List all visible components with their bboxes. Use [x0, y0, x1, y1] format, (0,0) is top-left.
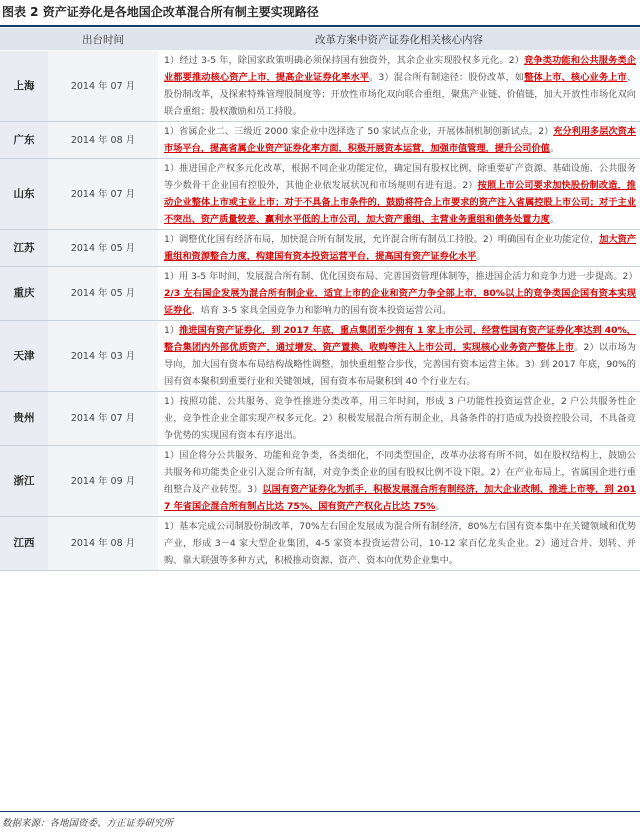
table-row: [0, 51, 640, 122]
source-note: 数据来源：各地国资委、方正证券研究所: [2, 818, 174, 829]
content-text: 。: [549, 143, 560, 154]
table-row: [0, 159, 640, 230]
content-cell: [158, 122, 640, 159]
content-cell: [158, 230, 640, 267]
province-cell: 重庆: [0, 267, 48, 321]
content-text: 。: [435, 501, 445, 512]
province-cell: 广东: [0, 122, 48, 159]
table-body: [0, 51, 640, 571]
content-text: 1）国企将分公共服务、功能和竞争类，各类细化，不同类型国企，改革办法将有所不同，如在股权结构上，鼓励公共服务和功能类企业引入混合所有制，对竞争类企业的国有股权比例不设下限。2）在产业布局上，省属国企进行重组整合及产业转型。3）: [164, 450, 636, 495]
date-cell: 2014 年 07 月: [48, 51, 158, 122]
table-row: [0, 122, 640, 159]
content-text: 、股份制改革，及探索特殊管理股制度等；开放性市场化双向联合重组，聚焦产业链、价值链，加大开放性市场化双向联合重组；股权激励和员工持股。: [164, 72, 637, 117]
highlighted-text: 2/3 左右国企发展为混合所有制企业，适宜上市的企业和资产力争全部上市，80%以上的竞争类国企国有资本实现证券化: [164, 288, 636, 316]
province-cell: 江苏: [0, 230, 48, 267]
content-text: 。3）混合所有制途径：股份改革，如: [369, 72, 525, 83]
date-cell: 2014 年 07 月: [48, 392, 158, 446]
date-cell: 2014 年 08 月: [48, 122, 158, 159]
highlighted-text: 充分利用多层次资本市场平台，提高省属企业资产证券化率方面，积极开展资本运营，加强市值管理，提升公司价值: [164, 126, 637, 154]
province-cell: 山东: [0, 159, 48, 230]
province-cell: 浙江: [0, 446, 48, 517]
table-row: [0, 321, 640, 392]
province-cell: 天津: [0, 321, 48, 392]
highlighted-text: 推进国有资产证券化，到 2017 年底，重点集团至少拥有 1 家上市公司，经营性国有资产证券化率达到 40%，整合集团内外部优质资产，通过增发、资产置换、收购等注入上市公司，实现核心业务资产整体上市: [164, 325, 636, 353]
table-row: [0, 446, 640, 517]
highlighted-text: 以国有资产证券化为抓手，积极发展混合所有制经济，加大企业改制、推进上市等，到 2017 年省国企混合所有制占比达 75%、国有资产产权化占比达 75%: [164, 484, 637, 512]
content-text: 1）省属企业二、三级近 2000 家企业中选择选了 50 家试点企业，开展体制机制创新试点。2）: [164, 126, 554, 137]
content-text: 。: [549, 214, 560, 225]
bottom-rule: [0, 811, 640, 812]
content-text: 。2）以市场为导向，加大国有资本布局结构战略性调整，加快重组整合步伐，完善国有资本运营主体。3）到 2017 年底，90%的国有资本聚积到重要行业和关键领域，国有资本布局聚积到 40 个行业左右。: [164, 342, 636, 387]
highlighted-text: 按照上市公司要求加快股份制改造，推动企业整体上市或主业上市；对于不具备上市条件的，鼓励将符合上市要求的资产注入省属控股上市公司；对于主业不突出、资产质量较差、赢利水平低的上市公司，加大资产重组、主营业务重组和债务处置力度: [164, 180, 636, 225]
table-row: [0, 392, 640, 446]
header-content: 改革方案中资产证券化相关核心内容: [158, 28, 640, 51]
content-text: 1）基本完成公司制股份制改革，70%左右国企发展成为混合所有制经济，80%左右国有资本集中在关键领域和优势产业，形成 3－4 家大型企业集团，4-5 家资本投资运营公司，10-12 家百亿龙头企业。2）通过合并、划转、并购、靠大联强等多种方式，积极推动资源、资产、资本向优势企业集中。: [164, 521, 636, 566]
date-cell: 2014 年 08 月: [48, 517, 158, 571]
province-cell: 上海: [0, 51, 48, 122]
content-cell: [158, 392, 640, 446]
content-text: 1）调整优化国有经济布局，加快混合所有制发展，允许混合所有制员工持股。2）明确国有企业功能定位，: [164, 234, 600, 245]
content-cell: [158, 446, 640, 517]
table-row: [0, 267, 640, 321]
content-text: 1）: [164, 325, 180, 336]
content-text: 。: [476, 251, 486, 262]
highlighted-text: 加大资产重组和资源整合力度，构建国有资本投资运营平台，提高国有资产证券化水平: [164, 234, 636, 262]
content-text: ，培育 3-5 家具全国竞争力和影响力的国有资本投资运营公司。: [191, 305, 452, 316]
date-cell: 2014 年 09 月: [48, 446, 158, 517]
province-cell: 贵州: [0, 392, 48, 446]
date-cell: 2014 年 05 月: [48, 267, 158, 321]
content-cell: [158, 51, 640, 122]
content-text: 1）用 3-5 年时间，发展混合所有制、优化国资布局、完善国资管理体制等，推进国企活力和竞争力进一步提高。2）: [164, 271, 638, 282]
highlighted-text: 竞争类功能和公共服务类企业都要推动核心资产上市，提高企业证券化率水平: [164, 55, 636, 83]
figure-title: 图表 2 资产证券化是各地国企改革混合所有制主要实现路径: [2, 5, 319, 19]
content-cell: [158, 321, 640, 392]
title-rule: [0, 25, 640, 27]
province-cell: 江西: [0, 517, 48, 571]
header-date: 出台时间: [48, 28, 158, 51]
table-row: [0, 230, 640, 267]
reform-table: [0, 28, 640, 571]
date-cell: 2014 年 05 月: [48, 230, 158, 267]
table-header-row: [0, 28, 640, 51]
content-text: 1）经过 3-5 年，除国家政策明确必须保持国有独资外，其余企业实现股权多元化。2）: [164, 55, 525, 66]
content-text: 1）按照功能、公共服务、竞争性推进分类改革，用三年时间，形成 3 户功能性投资运营企业，2 户公共服务性企业，竞争性企业全部实现产权多元化。2）积极发展混合所有制企业，具备条件的打造成为投资控股公司，不具备竞争优势的实现国有资本有序退出。: [164, 396, 636, 441]
date-cell: 2014 年 03 月: [48, 321, 158, 392]
content-text: 1）推进国企产权多元化改革，根据不同企业功能定位，确定国有股权比例，除重要矿产资源、基础设施、公共服务等少数骨干企业国有控股外，其他企业依发展状况和市场规则有进有退。2）: [164, 163, 636, 191]
date-cell: 2014 年 07 月: [48, 159, 158, 230]
content-cell: [158, 517, 640, 571]
header-province: [0, 28, 48, 51]
highlighted-text: 整体上市、核心业务上市: [524, 72, 627, 83]
table-row: [0, 517, 640, 571]
content-cell: [158, 159, 640, 230]
content-cell: [158, 267, 640, 321]
